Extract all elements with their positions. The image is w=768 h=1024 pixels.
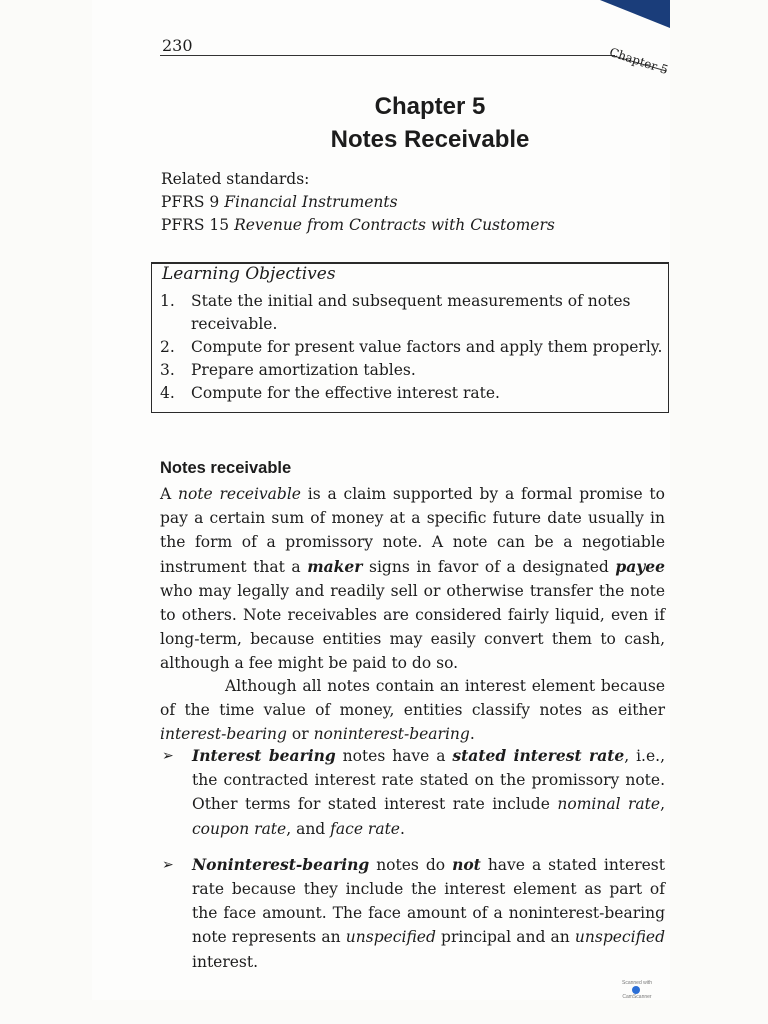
paragraph-classification <box>160 674 665 747</box>
text-run: , <box>660 795 665 814</box>
chapter-title <box>160 90 700 156</box>
text-run: have a stated interest rate because they include the interest element as part of the face amount. The face amount of a noninterest-bearing note represents an <box>192 855 665 947</box>
list-number: 3. <box>160 361 175 379</box>
list-item <box>160 290 670 336</box>
text-run: notes do <box>369 855 453 874</box>
chapter-name: Notes Receivable <box>330 126 530 153</box>
text-run: notes have a <box>335 747 453 765</box>
standard-name: Revenue from Contracts with Customers <box>234 216 555 234</box>
list-text: State the initial and subsequent measurements of notes receivable. <box>191 292 631 333</box>
list-number: 1. <box>160 292 175 310</box>
term-unspecified: unspecified <box>574 928 666 947</box>
term-interest-bearing: interest-bearing <box>160 725 287 744</box>
text-run: . <box>399 819 405 838</box>
standard-item <box>161 214 555 237</box>
arrow-bullet-icon: ➢ <box>162 748 174 764</box>
text-run: , i.e., the contracted interest rate stated on the promissory note. Other terms for stated interest rate include <box>192 747 666 814</box>
term-noninterest-bearing: noninterest-bearing <box>313 725 470 744</box>
related-standards <box>161 168 555 237</box>
term-maker: maker <box>307 556 363 576</box>
list-item <box>160 359 670 382</box>
text-run: A <box>160 485 178 503</box>
paragraph-definition <box>160 482 665 676</box>
camscanner-logo-icon <box>632 986 640 994</box>
list-text: Prepare amortization tables. <box>191 361 416 379</box>
scanner-brand <box>620 986 654 1000</box>
term-face-rate: face rate <box>330 819 400 838</box>
text-run: . <box>469 725 475 744</box>
list-item <box>160 744 665 841</box>
scanner-name: CamScanner <box>622 994 652 1000</box>
scanner-caption: Scanned with <box>621 980 653 986</box>
text-run: signs in favor of a designated <box>362 557 616 576</box>
list-number: 4. <box>160 384 175 402</box>
learning-objectives-list <box>160 290 670 405</box>
text-run: or <box>286 725 314 744</box>
notes-type-list <box>160 744 665 974</box>
term-payee: payee <box>615 556 665 576</box>
text-run: Although all notes contain an interest element because of the time value of money, entities classify notes as either <box>160 677 665 720</box>
term-coupon-rate: coupon rate <box>192 819 287 838</box>
list-text: Compute for present value factors and apply them properly. <box>191 338 663 356</box>
text-run: is a claim supported by a formal promise to pay a certain sum of money at a specific future date usually in the form of a promissory note. A note can be a negotiable instrument that a <box>160 485 665 576</box>
running-head: Chapter 5 <box>607 45 670 78</box>
page-number: 230 <box>162 36 193 55</box>
standard-name: Financial Instruments <box>224 193 398 211</box>
term-stated-interest-rate: stated interest rate <box>452 746 625 765</box>
term-noninterest-bearing: Noninterest-bearing <box>192 854 370 874</box>
standards-heading: Related standards: <box>161 170 310 188</box>
page-corner-shadow <box>600 0 670 28</box>
learning-objectives-heading: Learning Objectives <box>162 264 336 284</box>
emphasis-not: not <box>452 854 481 874</box>
standard-code: PFRS 15 <box>161 216 230 234</box>
arrow-bullet-icon: ➢ <box>162 856 174 873</box>
text-run: principal and an <box>435 928 575 947</box>
list-item <box>160 336 670 359</box>
section-heading: Notes receivable <box>160 459 292 477</box>
text-run: who may legally and readily sell or otherwise transfer the note to others. Note receivables are considered fairly liquid, even if long-term, because entities may easily convert them to cash, although a fee might be paid to do so. <box>160 581 665 673</box>
term-note-receivable: note receivable <box>178 485 301 503</box>
term-interest-bearing: Interest bearing <box>192 746 336 765</box>
header-rule <box>160 55 615 56</box>
text-run: , and <box>286 819 331 838</box>
term-nominal-rate: nominal rate <box>557 795 661 814</box>
scanner-watermark <box>620 980 654 1000</box>
chapter-number: Chapter 5 <box>374 93 486 120</box>
standard-code: PFRS 9 <box>161 193 220 211</box>
term-unspecified: unspecified <box>345 928 436 947</box>
standard-item <box>161 191 555 214</box>
text-run: interest. <box>192 952 259 971</box>
list-item <box>160 853 665 974</box>
list-item <box>160 382 670 405</box>
list-text: Compute for the effective interest rate. <box>191 384 500 402</box>
list-number: 2. <box>160 338 175 356</box>
